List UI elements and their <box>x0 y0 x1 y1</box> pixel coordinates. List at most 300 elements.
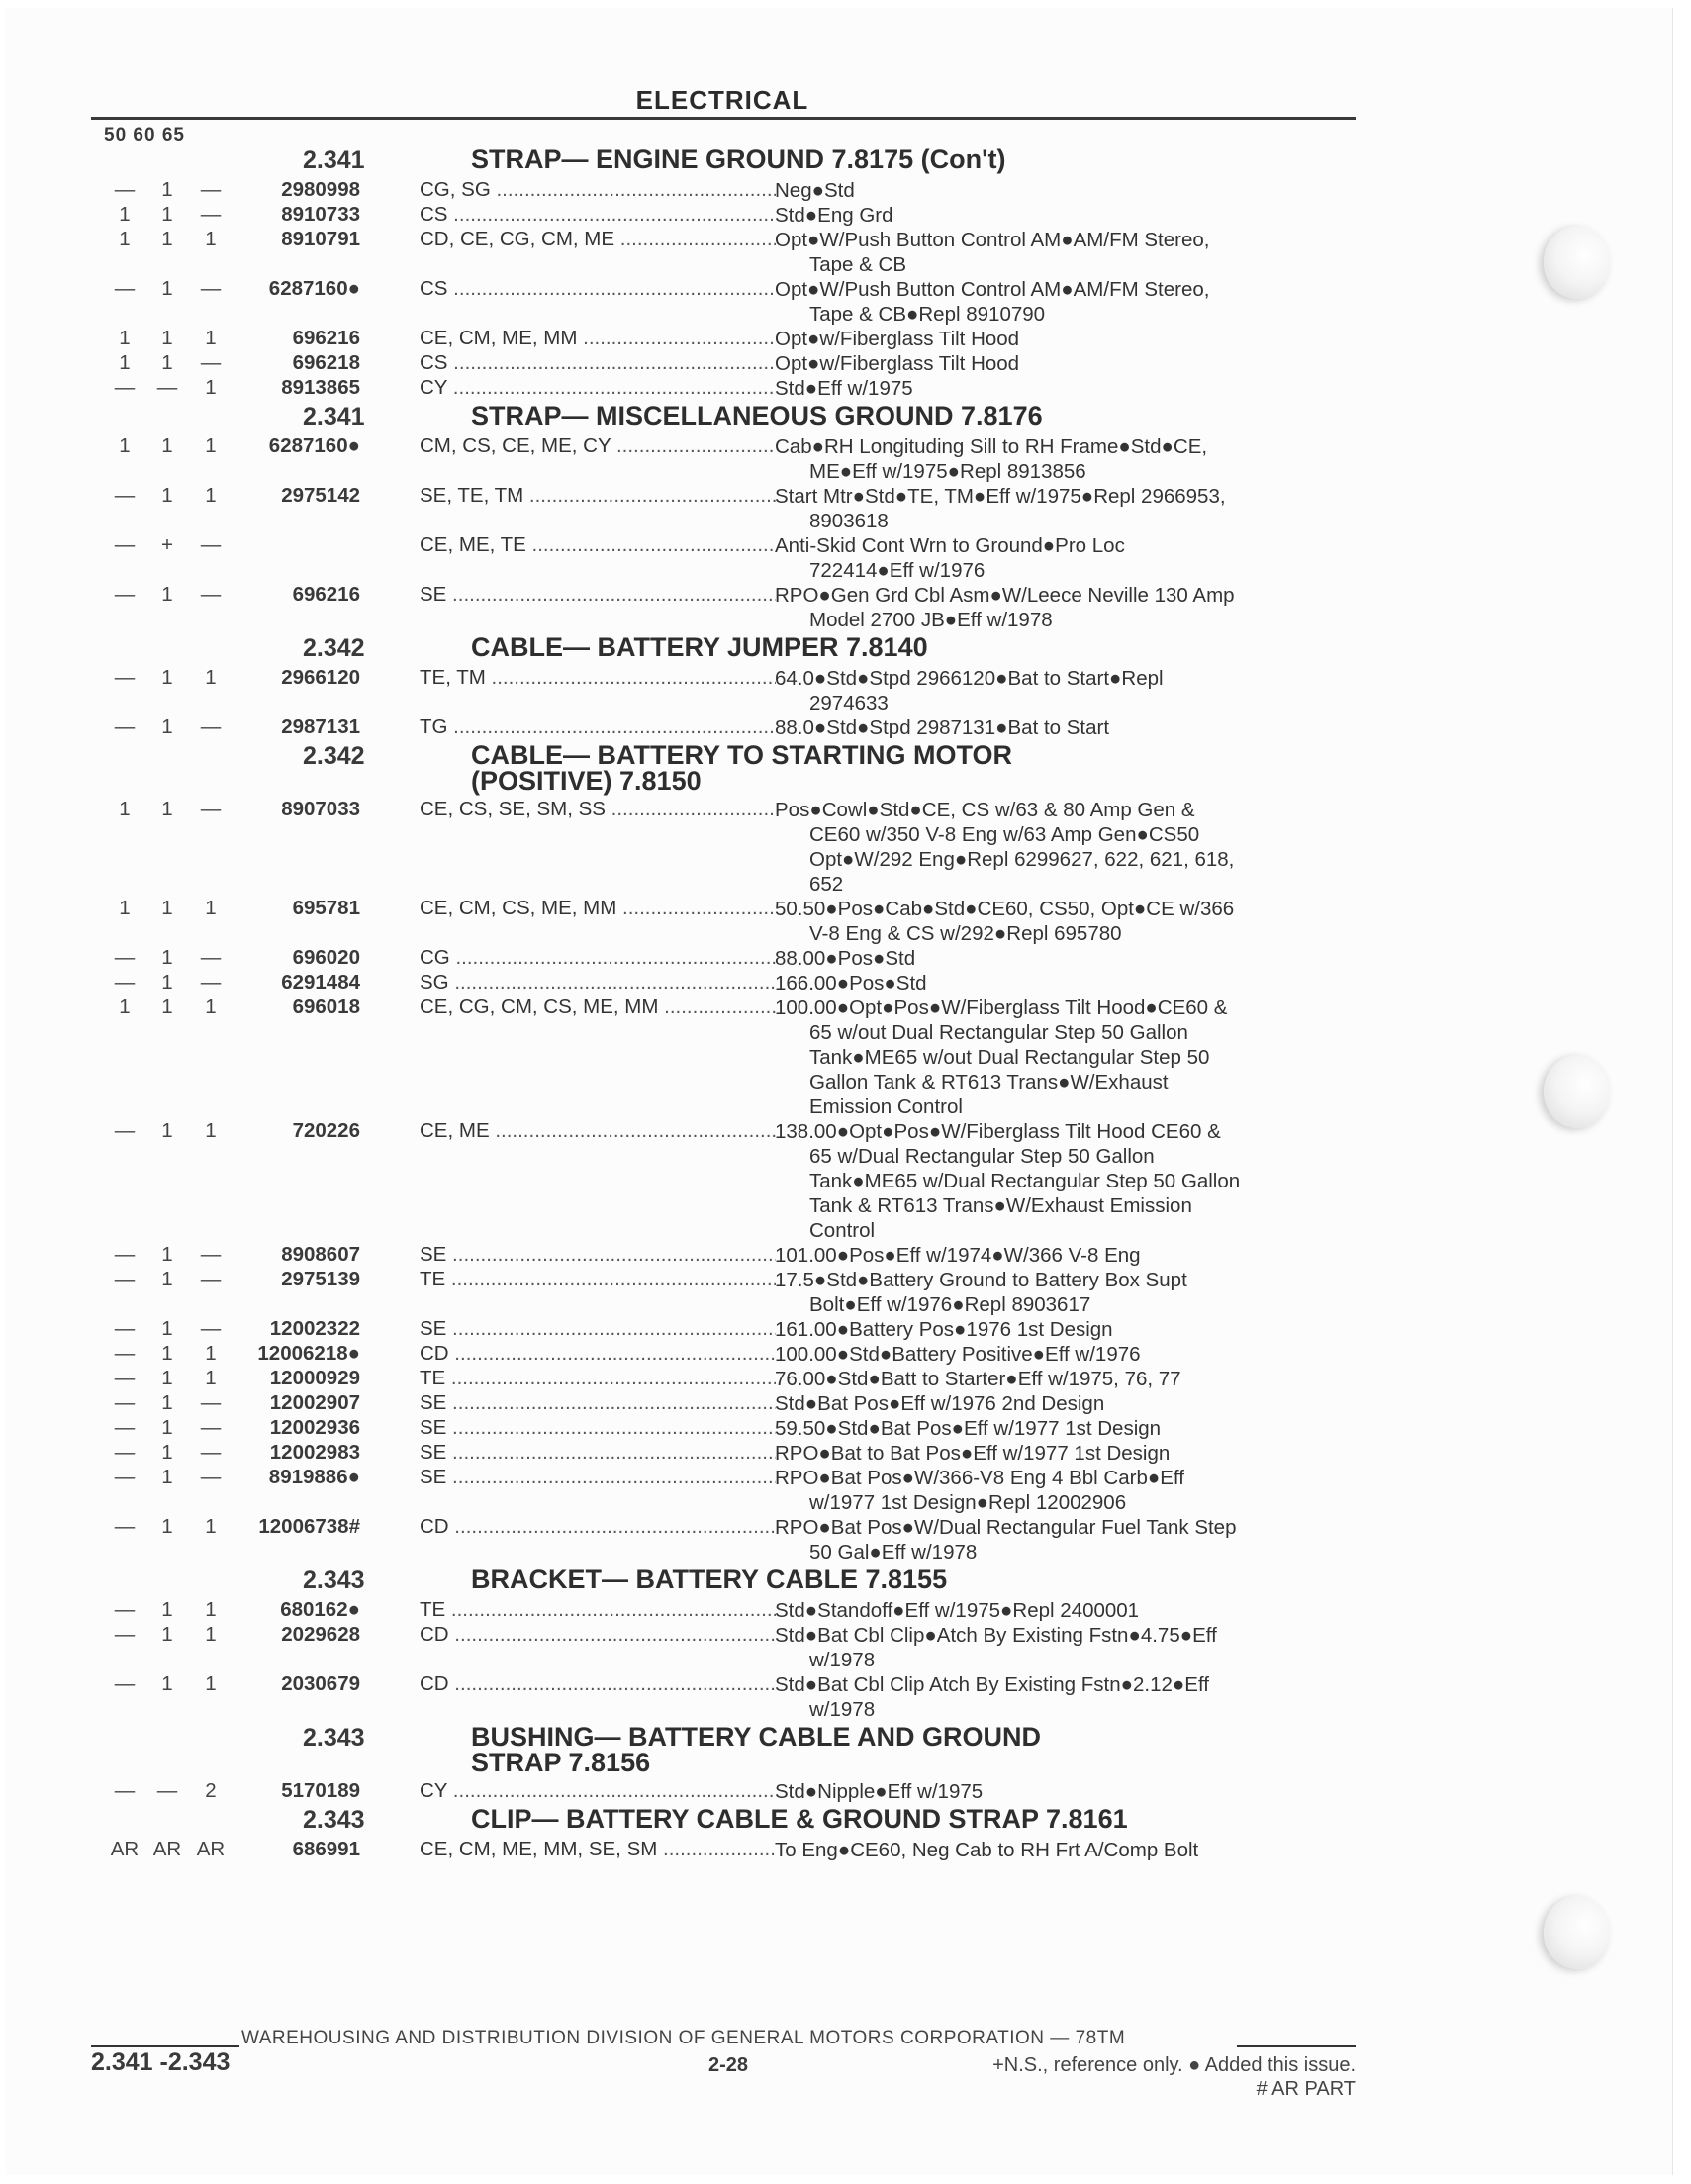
part-description <box>775 1466 1359 1515</box>
description-line: 100.00●Std●Battery Positive●Eff w/1976 <box>775 1343 1141 1366</box>
quantity-65: 1 <box>205 1672 217 1695</box>
quantity-50: — <box>114 1268 136 1290</box>
quantity-60: 1 <box>161 897 173 919</box>
part-description <box>775 1623 1359 1672</box>
model-codes-text: TE <box>420 1268 446 1290</box>
section-header <box>0 1565 1691 1598</box>
model-codes <box>420 327 776 350</box>
part-description <box>775 1268 1359 1317</box>
quantity-60: 1 <box>161 277 173 300</box>
quantity-50: — <box>114 666 136 689</box>
model-codes-text: SE <box>420 1391 447 1414</box>
quantity-50: — <box>114 1317 136 1340</box>
quantity-60: 1 <box>161 178 173 201</box>
part-number: 8910791 <box>281 228 360 250</box>
quantity-50: — <box>114 946 136 969</box>
part-description <box>775 203 1359 228</box>
description-line: V-8 Eng & CS w/292●Repl 695780 <box>809 922 1122 945</box>
part-description <box>775 533 1359 583</box>
quantity-65: — <box>200 1391 222 1414</box>
quantity-65: AR <box>196 1838 226 1860</box>
quantity-65: — <box>200 1466 222 1488</box>
description-line: RPO●Bat Pos●W/Dual Rectangular Fuel Tank Step <box>775 1516 1237 1539</box>
quantity-60: 1 <box>161 1672 173 1695</box>
quantity-50: 1 <box>119 203 131 226</box>
description-line: Gallon Tank & RT613 Trans●W/Exhaust <box>809 1071 1169 1093</box>
quantity-60: 1 <box>161 1342 173 1365</box>
model-codes <box>420 277 776 301</box>
description-line: RPO●Bat to Bat Pos●Eff w/1977 1st Design <box>775 1442 1171 1465</box>
part-row <box>0 666 1691 715</box>
description-line: 88.00●Pos●Std <box>775 947 916 970</box>
section-number: 2.342 <box>303 742 365 770</box>
quantity-60: 1 <box>161 946 173 969</box>
part-number: 2030679 <box>281 1672 360 1695</box>
section-header <box>0 632 1691 666</box>
part-description <box>775 1672 1359 1722</box>
quantity-60: 1 <box>161 1317 173 1340</box>
part-description <box>775 484 1359 533</box>
description-line: 2974633 <box>809 692 889 714</box>
model-codes <box>420 1623 776 1647</box>
model-codes-text: TE <box>420 1598 446 1621</box>
description-line: Control <box>809 1219 876 1242</box>
part-number: 2975142 <box>281 484 360 507</box>
quantity-65: — <box>200 583 222 606</box>
title-rule <box>91 117 1356 120</box>
footer-section-range: 2.341 -2.343 <box>91 2048 231 2076</box>
model-codes-text: SE <box>420 1243 447 1266</box>
description-line: Pos●Cowl●Std●CE, CS w/63 & 80 Amp Gen & <box>775 799 1195 821</box>
quantity-65: — <box>200 1243 222 1266</box>
quantity-65: — <box>200 203 222 226</box>
description-line: Std●Eng Grd <box>775 204 893 227</box>
part-description <box>775 277 1359 327</box>
quantity-60: 1 <box>161 1623 173 1646</box>
part-number: 5170189 <box>281 1779 360 1802</box>
model-codes <box>420 484 776 508</box>
section-header <box>0 740 1691 798</box>
part-row <box>0 376 1691 401</box>
model-codes <box>420 1779 776 1803</box>
part-row <box>0 946 1691 971</box>
part-description <box>775 996 1359 1119</box>
quantity-50: — <box>114 1367 136 1389</box>
quantity-50: 1 <box>119 897 131 919</box>
model-codes <box>420 1838 776 1861</box>
part-description <box>775 1317 1359 1342</box>
quantity-65: 1 <box>205 1367 217 1389</box>
quantity-50: — <box>114 1515 136 1538</box>
part-number: 8908607 <box>281 1243 360 1266</box>
model-codes-text: CG, SG <box>420 178 491 201</box>
model-codes <box>420 1441 776 1465</box>
quantity-60: 1 <box>161 715 173 738</box>
model-codes-text: CY <box>420 1779 448 1802</box>
description-line: Std●Eff w/1975 <box>775 377 913 400</box>
description-line: Std●Nipple●Eff w/1975 <box>775 1780 984 1803</box>
model-codes-text: CY <box>420 376 448 399</box>
model-codes-text: CD <box>420 1623 449 1646</box>
part-row <box>0 971 1691 996</box>
quantity-50: — <box>114 1466 136 1488</box>
part-description <box>775 1779 1359 1804</box>
part-row <box>0 715 1691 740</box>
part-row <box>0 1367 1691 1391</box>
part-number: 696018 <box>292 996 360 1018</box>
quantity-60: 1 <box>161 1466 173 1488</box>
model-codes <box>420 434 776 458</box>
part-row <box>0 1342 1691 1367</box>
model-codes <box>420 178 776 202</box>
description-line: Opt●W/292 Eng●Repl 6299627, 622, 621, 618, <box>809 848 1235 871</box>
section-title: CABLE— BATTERY JUMPER 7.8140 <box>471 632 928 662</box>
quantity-50: — <box>114 715 136 738</box>
part-description <box>775 1441 1359 1466</box>
section-title: STRAP— ENGINE GROUND 7.8175 (Con't) <box>471 144 1006 174</box>
model-codes <box>420 376 776 400</box>
part-number: 12002907 <box>269 1391 360 1414</box>
section-title: STRAP— MISCELLANEOUS GROUND 7.8176 <box>471 401 1043 430</box>
quantity-60: 1 <box>161 1367 173 1389</box>
quantity-60: — <box>156 376 178 399</box>
description-line: Opt●w/Fiberglass Tilt Hood <box>775 328 1020 350</box>
part-row <box>0 1672 1691 1722</box>
part-description <box>775 178 1359 203</box>
description-line: 50 Gal●Eff w/1978 <box>809 1541 978 1564</box>
section-number: 2.343 <box>303 1567 365 1594</box>
section-number: 2.341 <box>303 146 365 174</box>
quantity-60: 1 <box>161 666 173 689</box>
quantity-50: — <box>114 484 136 507</box>
part-row <box>0 996 1691 1119</box>
part-number: 8919886● <box>268 1466 360 1488</box>
quantity-65: 1 <box>205 228 217 250</box>
quantity-65: — <box>200 971 222 994</box>
description-line: Emission Control <box>809 1095 963 1118</box>
description-line: 722414●Eff w/1976 <box>809 559 986 582</box>
part-number: 2987131 <box>281 715 360 738</box>
quantity-60: 1 <box>161 1515 173 1538</box>
part-description <box>775 1391 1359 1416</box>
model-codes <box>420 1317 776 1341</box>
part-number: 12000929 <box>269 1367 360 1389</box>
section-header <box>0 144 1691 178</box>
section-header <box>0 1804 1691 1838</box>
part-number: 696216 <box>292 583 360 606</box>
part-row <box>0 1416 1691 1441</box>
quantity-50: — <box>114 583 136 606</box>
section-title: CABLE— BATTERY TO STARTING MOTOR (POSITIVE) 7.8150 <box>471 740 1013 796</box>
part-number: 2975139 <box>281 1268 360 1290</box>
quantity-60: 1 <box>161 996 173 1018</box>
part-row <box>0 1391 1691 1416</box>
model-codes <box>420 996 776 1019</box>
quantity-60: 1 <box>161 228 173 250</box>
part-number: 696020 <box>292 946 360 969</box>
model-codes-text: SE <box>420 1466 447 1488</box>
description-line: ME●Eff w/1975●Repl 8913856 <box>809 460 1086 483</box>
quantity-65: 1 <box>205 1623 217 1646</box>
description-line: 161.00●Battery Pos●1976 1st Design <box>775 1318 1113 1341</box>
part-row <box>0 1838 1691 1862</box>
part-description <box>775 327 1359 351</box>
model-codes <box>420 1515 776 1539</box>
model-codes-text: SE <box>420 1317 447 1340</box>
model-codes-text: TG <box>420 715 448 738</box>
part-row <box>0 434 1691 484</box>
model-codes <box>420 1342 776 1366</box>
quantity-50: 1 <box>119 996 131 1018</box>
part-number: 6287160● <box>268 434 360 457</box>
model-codes <box>420 798 776 821</box>
quantity-50: 1 <box>119 798 131 820</box>
quantity-65: — <box>200 277 222 300</box>
footer-rule-left <box>91 2045 239 2047</box>
part-description <box>775 946 1359 971</box>
part-row <box>0 277 1691 327</box>
page-title: ELECTRICAL <box>635 85 809 115</box>
quantity-65: 1 <box>205 897 217 919</box>
part-number: 686991 <box>292 1838 360 1860</box>
description-line: Tape & CB <box>809 253 906 276</box>
description-line: Tape & CB●Repl 8910790 <box>809 303 1046 326</box>
quantity-60: 1 <box>161 1119 173 1142</box>
model-codes <box>420 971 776 995</box>
quantity-60: 1 <box>161 1268 173 1290</box>
model-codes-text: SE <box>420 583 447 606</box>
quantity-50: — <box>114 1391 136 1414</box>
part-row <box>0 1598 1691 1623</box>
quantity-60: 1 <box>161 798 173 820</box>
part-row <box>0 203 1691 228</box>
description-line: Opt●W/Push Button Control AM●AM/FM Stereo, <box>775 229 1210 251</box>
quantity-60: 1 <box>161 971 173 994</box>
model-codes <box>420 1268 776 1291</box>
parts-list <box>0 144 1691 1862</box>
part-description <box>775 1243 1359 1268</box>
part-row <box>0 351 1691 376</box>
description-line: Opt●W/Push Button Control AM●AM/FM Stereo, <box>775 278 1210 301</box>
description-line: Anti-Skid Cont Wrn to Ground●Pro Loc <box>775 534 1125 557</box>
part-row <box>0 1317 1691 1342</box>
description-line: 100.00●Opt●Pos●W/Fiberglass Tilt Hood●CE60 & <box>775 997 1228 1019</box>
description-line: Tank & RT613 Trans●W/Exhaust Emission <box>809 1194 1192 1217</box>
description-line: Neg●Std <box>775 179 855 202</box>
model-codes <box>420 351 776 375</box>
part-row <box>0 533 1691 583</box>
model-codes-text: SG <box>420 971 449 994</box>
part-description <box>775 897 1359 946</box>
part-description <box>775 1838 1359 1862</box>
description-line: 65 w/out Dual Rectangular Step 50 Gallon <box>809 1021 1188 1044</box>
description-line: Tank●ME65 w/Dual Rectangular Step 50 Gallon <box>809 1170 1241 1192</box>
quantity-50: 1 <box>119 434 131 457</box>
part-row <box>0 897 1691 946</box>
quantity-60: AR <box>152 1838 182 1860</box>
model-codes <box>420 1598 776 1622</box>
quantity-60: 1 <box>161 203 173 226</box>
part-row <box>0 1779 1691 1804</box>
quantity-65: — <box>200 1317 222 1340</box>
part-row <box>0 327 1691 351</box>
part-row <box>0 1623 1691 1672</box>
part-description <box>775 1119 1359 1243</box>
description-line: 101.00●Pos●Eff w/1974●W/366 V-8 Eng <box>775 1244 1141 1267</box>
quantity-60: 1 <box>161 484 173 507</box>
part-description <box>775 351 1359 376</box>
part-row <box>0 583 1691 632</box>
model-codes-text: CS <box>420 277 448 300</box>
part-row <box>0 484 1691 533</box>
section-number: 2.343 <box>303 1724 365 1752</box>
model-codes-text: TE <box>420 1367 446 1389</box>
description-line: Opt●w/Fiberglass Tilt Hood <box>775 352 1020 375</box>
quantity-65: — <box>200 715 222 738</box>
binder-hole-bottom <box>1544 1896 1611 1969</box>
model-codes-text: SE <box>420 1416 447 1439</box>
description-line: Cab●RH Longituding Sill to RH Frame●Std●CE, <box>775 435 1208 458</box>
model-codes <box>420 1119 776 1143</box>
quantity-50: 1 <box>119 327 131 349</box>
quantity-65: 1 <box>205 1119 217 1142</box>
part-description <box>775 1342 1359 1367</box>
model-codes <box>420 203 776 227</box>
model-codes <box>420 1243 776 1267</box>
quantity-65: — <box>200 533 222 556</box>
part-description <box>775 1598 1359 1623</box>
section-header <box>0 401 1691 434</box>
part-number: 8910733 <box>281 203 360 226</box>
part-number: 6287160● <box>268 277 360 300</box>
quantity-65: — <box>200 798 222 820</box>
model-codes-text: CE, CG, CM, CS, ME, MM <box>420 996 659 1018</box>
quantity-50: — <box>114 1416 136 1439</box>
description-line: w/1978 <box>809 1649 876 1671</box>
quantity-60: + <box>161 533 173 556</box>
model-codes <box>420 1416 776 1440</box>
quantity-65: — <box>200 178 222 201</box>
quantity-50: — <box>114 1598 136 1621</box>
part-number: 12006218● <box>257 1342 360 1365</box>
model-codes-text: CS <box>420 351 448 374</box>
model-codes-text: SE <box>420 1441 447 1464</box>
section-header <box>0 1722 1691 1779</box>
description-line: 59.50●Std●Bat Pos●Eff w/1977 1st Design <box>775 1417 1162 1440</box>
quantity-50: — <box>114 971 136 994</box>
description-line: Model 2700 JB●Eff w/1978 <box>809 609 1053 631</box>
model-codes <box>420 1672 776 1696</box>
quantity-50: 1 <box>119 351 131 374</box>
quantity-50: AR <box>110 1838 140 1860</box>
part-description <box>775 971 1359 996</box>
part-row <box>0 228 1691 277</box>
model-codes-text: CS <box>420 203 448 226</box>
quantity-60: 1 <box>161 327 173 349</box>
quantity-50: — <box>114 1119 136 1142</box>
description-line: 64.0●Std●Stpd 2966120●Bat to Start●Repl <box>775 667 1164 690</box>
section-number: 2.341 <box>303 403 365 430</box>
part-description <box>775 1515 1359 1565</box>
part-description <box>775 1367 1359 1391</box>
part-number: 12002983 <box>269 1441 360 1464</box>
description-line: Std●Standoff●Eff w/1975●Repl 2400001 <box>775 1599 1140 1622</box>
description-line: 88.0●Std●Stpd 2987131●Bat to Start <box>775 716 1110 739</box>
quantity-65: — <box>200 1268 222 1290</box>
part-row <box>0 1243 1691 1268</box>
quantity-65: — <box>200 351 222 374</box>
footer-division-line: WAREHOUSING AND DISTRIBUTION DIVISION OF GENERAL MOTORS CORPORATION — 78TM <box>241 2028 1126 2048</box>
quantity-60: 1 <box>161 583 173 606</box>
model-codes-text: CE, ME, TE <box>420 533 526 556</box>
part-row <box>0 798 1691 897</box>
description-line: Std●Bat Cbl Clip Atch By Existing Fstn●2.12●Eff <box>775 1673 1209 1696</box>
part-row <box>0 1466 1691 1515</box>
quantity-50: — <box>114 1779 136 1802</box>
part-row <box>0 1119 1691 1243</box>
part-row <box>0 1268 1691 1317</box>
quantity-65: — <box>200 1416 222 1439</box>
model-codes-text: CE, CS, SE, SM, SS <box>420 798 606 820</box>
quantity-65: 1 <box>205 484 217 507</box>
section-title: CLIP— BATTERY CABLE & GROUND STRAP 7.8161 <box>471 1804 1128 1834</box>
part-number: 8907033 <box>281 798 360 820</box>
part-description <box>775 228 1359 277</box>
model-codes <box>420 946 776 970</box>
quantity-60: 1 <box>161 434 173 457</box>
part-row <box>0 1515 1691 1565</box>
quantity-50: — <box>114 1623 136 1646</box>
part-description <box>775 798 1359 897</box>
model-codes-text: CE, ME <box>420 1119 490 1142</box>
quantity-60: 1 <box>161 1416 173 1439</box>
quantity-50: — <box>114 1342 136 1365</box>
model-codes-text: CE, CM, ME, MM <box>420 327 578 349</box>
model-codes-text: CM, CS, CE, ME, CY <box>420 434 611 457</box>
part-number: 12006738# <box>258 1515 360 1538</box>
model-codes-text: TE, TM <box>420 666 486 689</box>
part-number: 8913865 <box>281 376 360 399</box>
quantity-65: 1 <box>205 434 217 457</box>
section-number: 2.342 <box>303 634 365 662</box>
quantity-65: 1 <box>205 1515 217 1538</box>
part-description <box>775 434 1359 484</box>
description-line: Std●Bat Cbl Clip●Atch By Existing Fstn●4.75●Eff <box>775 1624 1217 1647</box>
part-description <box>775 666 1359 715</box>
model-codes-text: CD <box>420 1515 449 1538</box>
part-number: 6291484 <box>281 971 360 994</box>
model-codes <box>420 1466 776 1489</box>
quantity-50: — <box>114 533 136 556</box>
model-codes <box>420 897 776 920</box>
part-number: 2029628 <box>281 1623 360 1646</box>
quantity-65: 1 <box>205 996 217 1018</box>
quantity-65: 1 <box>205 1342 217 1365</box>
part-description <box>775 715 1359 740</box>
part-number: 680162● <box>280 1598 360 1621</box>
quantity-50: — <box>114 1672 136 1695</box>
part-number: 696216 <box>292 327 360 349</box>
description-line: 17.5●Std●Battery Ground to Battery Box Supt <box>775 1269 1187 1291</box>
description-line: 652 <box>809 873 844 896</box>
section-title: BRACKET— BATTERY CABLE 7.8155 <box>471 1565 948 1594</box>
description-line: Start Mtr●Std●TE, TM●Eff w/1975●Repl 2966953, <box>775 485 1226 508</box>
quantity-60: 1 <box>161 351 173 374</box>
description-line: 138.00●Opt●Pos●W/Fiberglass Tilt Hood CE60 & <box>775 1120 1221 1143</box>
quantity-50: — <box>114 376 136 399</box>
footer-legend-note: +N.S., reference only. ● Added this issue. <box>992 2054 1356 2076</box>
section-number: 2.343 <box>303 1806 365 1834</box>
